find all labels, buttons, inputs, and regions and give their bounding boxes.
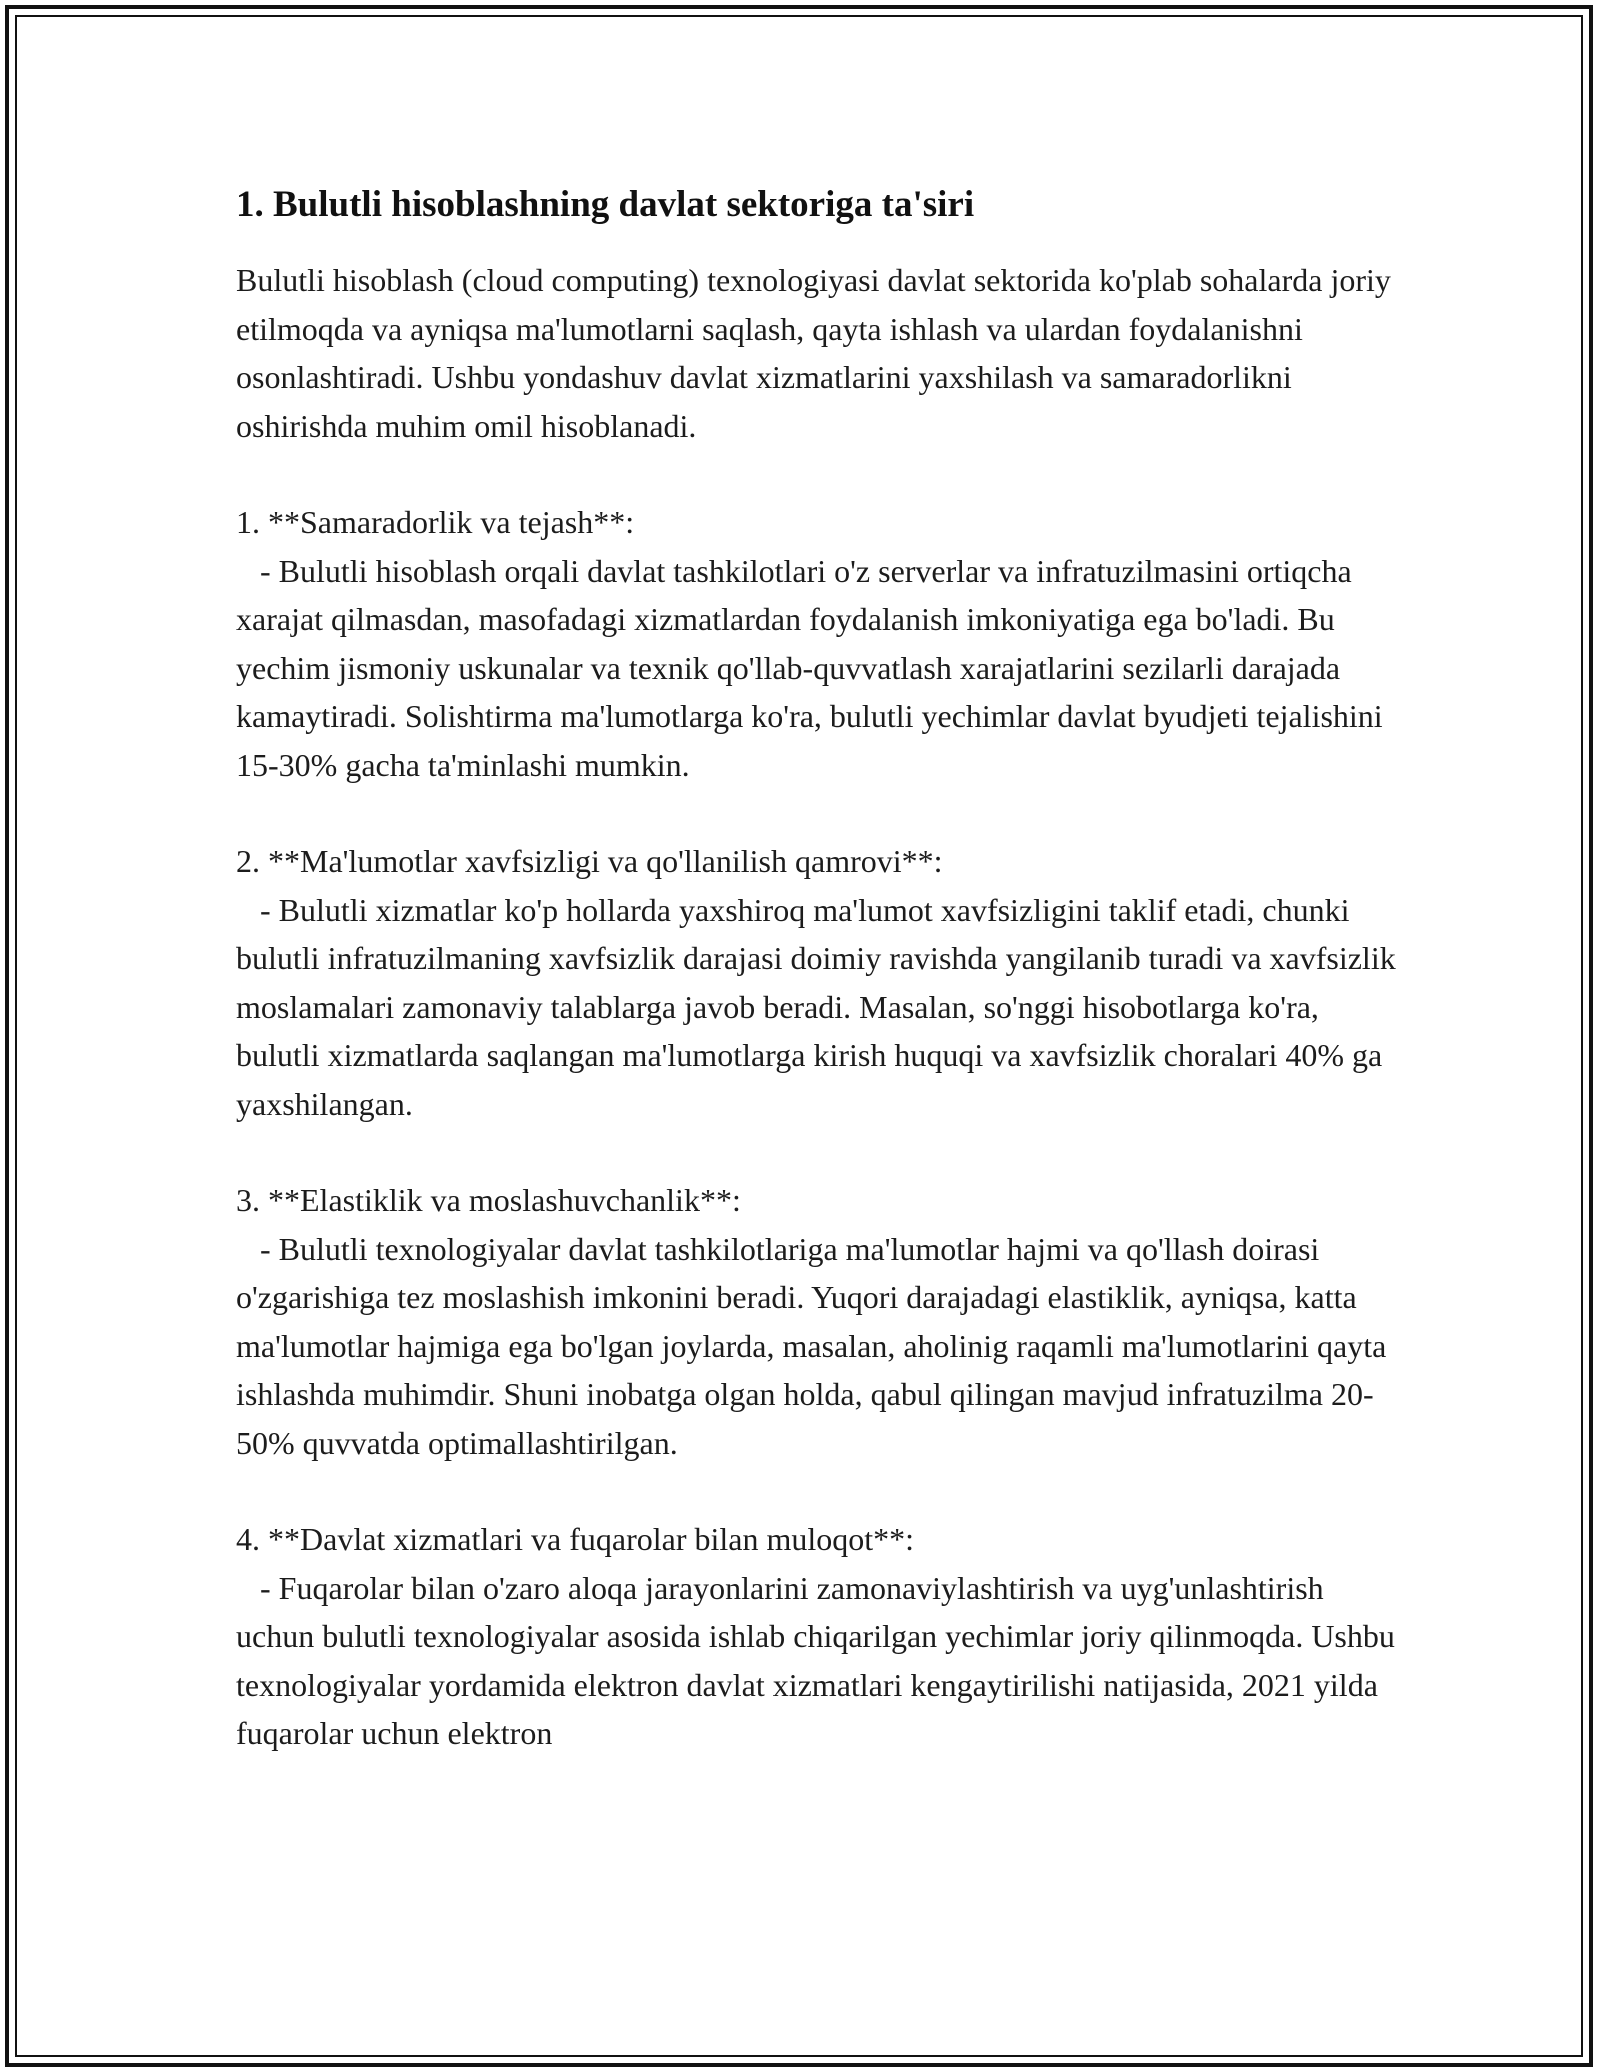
section-body: - Bulutli hisoblash orqali davlat tashkilotlari o'z serverlar va infratuzilmasini ortiqcha xarajat qilmasdan, masofadagi xizmatlardan foydalanish imkoniyatiga ega bo'ladi. Bu yechim jismoniy uskunalar va texnik qo'llab-quvvatlash xarajatlarini sezilarli darajada kamaytiradi. Solishtirma ma'lumotlarga ko'ra, bulutli yechimlar davlat byudjeti tejalishini 15-30% gacha ta'minlashi mumkin. — [236, 552, 1391, 783]
document-page — [236, 182, 1404, 1758]
section-heading: 4. **Davlat xizmatlari va fuqarolar bilan muloqot**: — [236, 1521, 915, 1557]
section-body: - Bulutli xizmatlar ko'p hollarda yaxshiroq ma'lumot xavfsizligini taklif etadi, chunki bulutli infratuzilmaning xavfsizlik darajasi doimiy ravishda yangilanib turadi va xavfsizlik moslamalari zamonaviy talablarga javob beradi. Masalan, so'nggi hisobotlarga ko'ra, bulutli xizmatlarda saqlangan ma'lumotlarga kirish huquqi va xavfsizlik choralari 40% ga yaxshilangan. — [236, 891, 1404, 1122]
section-data-security — [236, 837, 1404, 1128]
section-heading: 3. **Elastiklik va moslashuvchanlik**: — [236, 1182, 741, 1218]
section-heading: 1. **Samaradorlik va tejash**: — [236, 504, 635, 540]
document-title: 1. Bulutli hisoblashning davlat sektoriga ta'siri — [236, 184, 975, 225]
intro-paragraph: Bulutli hisoblash (cloud computing) texnologiyasi davlat sektorida ko'plab sohalarda joriy etilmoqda va ayniqsa ma'lumotlarni saqlash, qayta ishlash va ulardan foydalanishni osonlashtiradi. Ushbu yondashuv davlat xizmatlarini yaxshilash va samaradorlikni oshirishda muhim omil hisoblanadi. — [236, 262, 1391, 444]
section-body: - Bulutli texnologiyalar davlat tashkilotlariga ma'lumotlar hajmi va qo'llash doirasi o'zgarishiga tez moslashish imkonini beradi. Yuqori darajadagi elastiklik, ayniqsa, katta ma'lumotlar hajmiga ega bo'lgan joylarda, masalan, aholinig raqamli ma'lumotlarini qayta ishlashda muhimdir. Shuni inobatga olgan holda, qabul qilingan mavjud infratuzilma 20-50% quvvatda optimallashtirilgan. — [236, 1230, 1395, 1461]
section-body: - Fuqarolar bilan o'zaro aloqa jarayonlarini zamonaviylashtirish va uyg'unlashtirish uchun bulutli texnologiyalar asosida ishlab chiqarilgan yechimlar joriy qilinmoqda. Ushbu texnologiyalar yordamida elektron davlat xizmatlari kengaytirilishi natijasida, 2021 yilda fuqarolar uchun elektron — [236, 1569, 1403, 1751]
section-efficiency — [236, 498, 1396, 789]
section-public-services — [236, 1515, 1403, 1758]
section-elasticity — [236, 1176, 1396, 1467]
section-heading: 2. **Ma'lumotlar xavfsizligi va qo'llanilish qamrovi**: — [236, 843, 943, 879]
